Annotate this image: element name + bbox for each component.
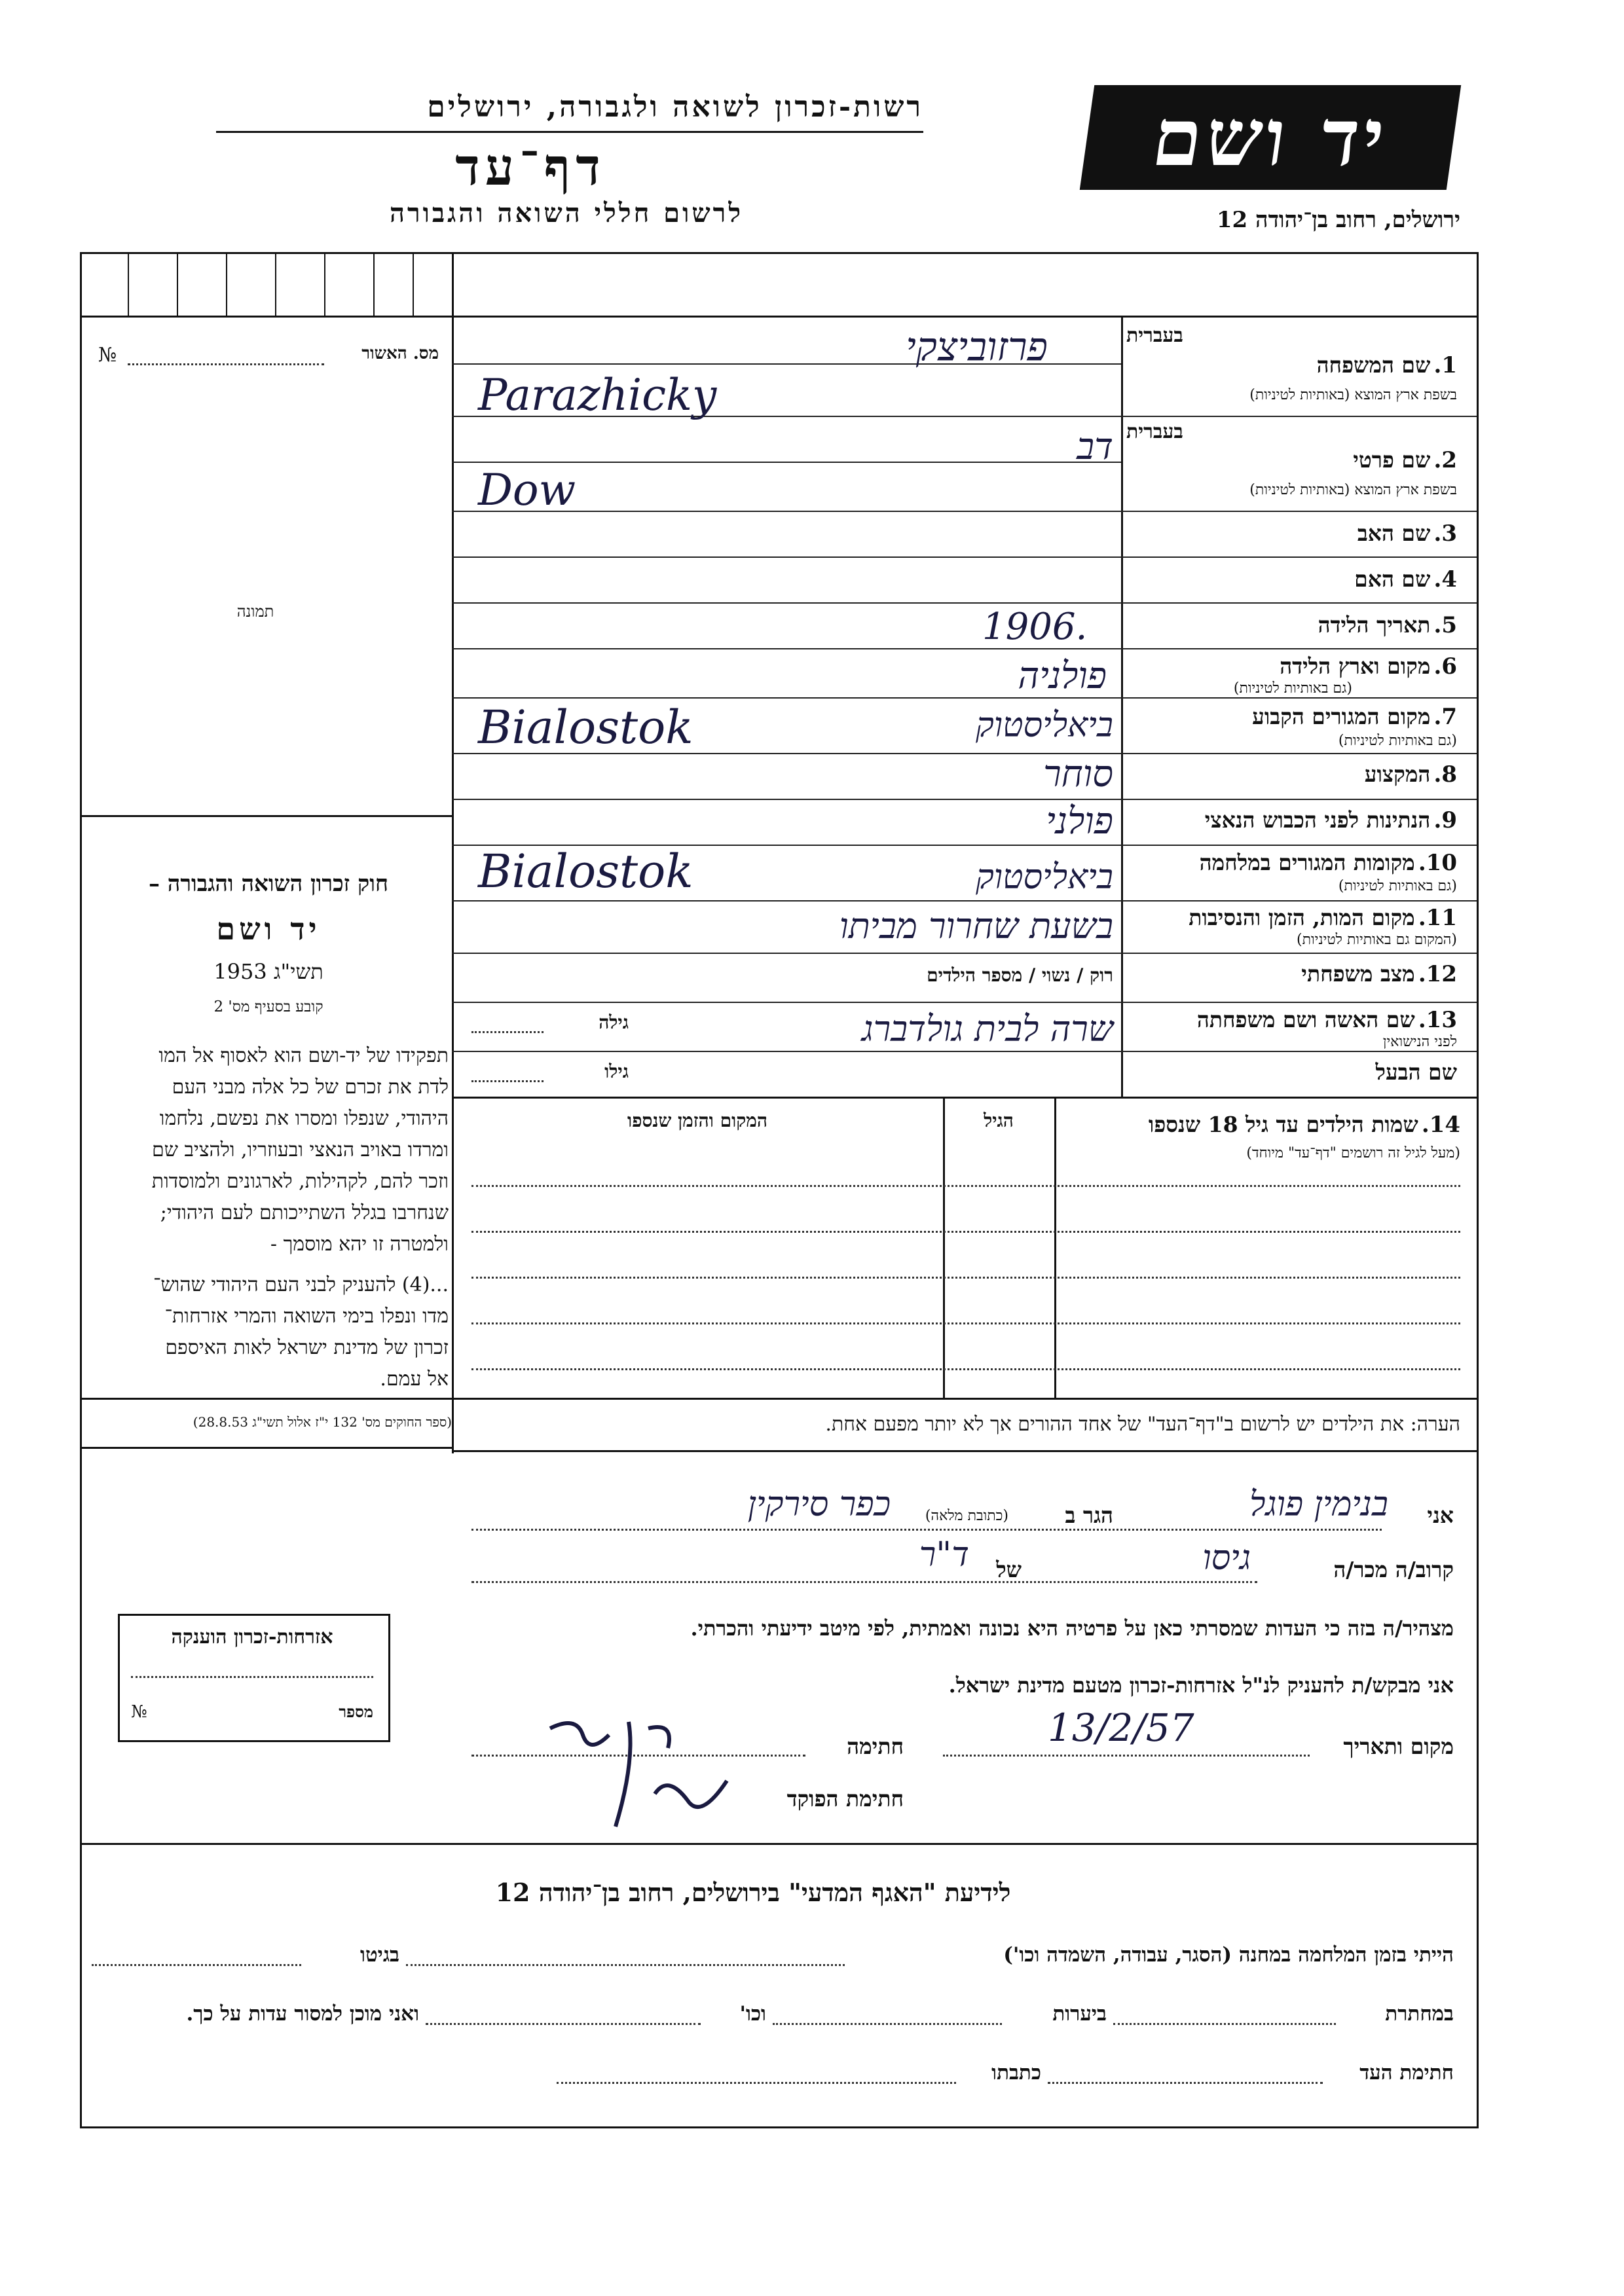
law-ref: (ספר החוקים מס' 132 י"ז אלול תשי"ג 28.8.53) [193, 1414, 452, 1430]
field-12-status-label: רוק / נשוי / מספר הילדים [927, 964, 1113, 986]
field-12-label [1130, 961, 1457, 987]
law-text-10: זכרון של מדינת ישראל לאות האיספם [165, 1336, 449, 1359]
field-13-value[interactable]: שרה לבית גולדברג [861, 1008, 1113, 1049]
field-10-value-lat[interactable]: Bialostok [478, 845, 693, 898]
field-13-age-label: גילה [599, 1011, 629, 1033]
children-divider-2 [943, 1097, 945, 1398]
footer-line3-dots-a [1048, 2082, 1323, 2084]
field-8-num: 8. [1433, 761, 1457, 788]
field-1-value-heb[interactable]: פרזוביצקי [906, 324, 1048, 370]
children-num: 14. [1421, 1112, 1460, 1138]
law-text-11: אל עמם. [380, 1368, 449, 1391]
citizenship-number-label: מספר [339, 1702, 373, 1721]
husband-age-label: גילו [604, 1061, 629, 1082]
logo-text: יד ושם [1147, 91, 1394, 184]
law-ref-bottom [80, 1447, 453, 1449]
law-ref-top [80, 1398, 453, 1400]
field-11-label [1130, 905, 1457, 931]
law-text-2: לדת את זכרם של כל אלה מבני העם [172, 1076, 449, 1099]
field-3-num: 3. [1433, 520, 1457, 547]
row-rule [452, 953, 1477, 954]
field-10-label [1130, 850, 1457, 876]
field-8-label [1130, 761, 1457, 788]
row-rule [452, 900, 1477, 902]
field-9-label [1130, 807, 1457, 833]
field-6-num: 6. [1433, 653, 1457, 680]
footer-line3-a: חתימת העד [1359, 2061, 1454, 2085]
footer-line1-dots-b [92, 1964, 301, 1966]
decl-address-value[interactable]: כפר סירקין [747, 1485, 891, 1524]
field-11-name: מקום המות, הזמן והנסיבות [1189, 905, 1415, 930]
footer-line1-b: בגיטו [360, 1943, 399, 1967]
field-8-name: המקצוע [1364, 761, 1431, 787]
law-text-4: ומרדו באויב הנאצי ובעוזריו, ולהציב שם [152, 1139, 449, 1161]
law-text-9: מדו ונפלו בימי השואה והמרי אזרחות־ [164, 1305, 449, 1328]
decl-statement-2: אני מבקש/ת להעניק לנ"ל אזרחות-זכרון מטעם מדינת ישראל. [948, 1673, 1454, 1698]
cell-5 [324, 252, 325, 316]
field-7-label [1130, 704, 1457, 730]
row-rule [452, 1002, 1477, 1003]
children-divider-1 [1054, 1097, 1056, 1398]
citizenship-line-1 [131, 1676, 373, 1678]
field-1-label [1130, 352, 1457, 378]
footer-line2-b: ביערות [1052, 2002, 1107, 2026]
decl-officer-label: חתימת הפוקד [786, 1786, 904, 1812]
footer-line3-dots-b [557, 2082, 956, 2084]
decl-signature-label: חתימה [847, 1734, 904, 1759]
children-label [1061, 1112, 1460, 1138]
cell-6 [373, 252, 375, 316]
field-10-name: מקומות המגורים במלחמה [1199, 850, 1415, 875]
cell-1 [128, 252, 129, 316]
field-5-value[interactable]: 1906. [982, 606, 1088, 648]
field-12-num: 12. [1418, 961, 1457, 987]
decl-place-date-label: מקום ותאריך [1343, 1734, 1454, 1759]
note-bottom [452, 1450, 1477, 1452]
child-row-3[interactable] [471, 1277, 1460, 1279]
field-9-name: הנתינות לפני הכבוש הנאצי [1204, 807, 1431, 833]
footer-line1-dots [406, 1964, 845, 1966]
lower-divider [452, 1097, 454, 1453]
field-7-value-heb[interactable]: ביאליסטוק [976, 706, 1113, 745]
photo-label: תמונה [236, 602, 274, 621]
field-8-value[interactable]: סוחר [1043, 753, 1113, 795]
field-6-value[interactable]: פולניה [1018, 655, 1107, 697]
footer-line2-a: במחתרת [1385, 2002, 1454, 2026]
strip-divider [452, 252, 454, 1097]
field-11-sub: (המקום גם באותיות לטיניות) [1297, 932, 1457, 948]
field-5-label [1130, 612, 1457, 638]
field-11-num: 11. [1418, 905, 1457, 931]
children-title: שמות הילדים עד גיל 18 שנספו [1148, 1112, 1418, 1137]
child-row-2[interactable] [471, 1231, 1460, 1233]
footer-line2-d: ואני מוכן למסור עדות על כך. [186, 2002, 419, 2026]
field-9-value[interactable]: פולני [1046, 800, 1113, 843]
field-1-sub: בשפת ארץ המוצא (באותיות לטיניות) [1249, 387, 1457, 403]
field-7-num: 7. [1433, 704, 1457, 730]
law-name: יד ושם [216, 911, 321, 947]
footer-line2-c: וכו' [739, 2002, 766, 2026]
row-rule [452, 602, 1477, 604]
law-text-6: שנחרבו בגלל השתייכותם לעם היהודי; [160, 1201, 449, 1224]
yad-vashem-logo [1080, 85, 1461, 190]
decl-of-value[interactable]: ד"ר [919, 1535, 969, 1575]
footer-separator [80, 1843, 1477, 1845]
law-clause: קובע בסעיף מס' 2 [213, 998, 323, 1015]
field-2-value-heb[interactable]: דב [1077, 426, 1113, 468]
children-col-age: הגיל [984, 1110, 1014, 1131]
field-2-num: 2. [1433, 447, 1457, 473]
field-13-age-dots [471, 1031, 544, 1033]
field-2-sub: בשפת ארץ המוצא (באותיות לטיניות) [1249, 482, 1457, 498]
note: הערה: את הילדים יש לרשום ב"דף־העד" של אחד ההורים אך לא יותר מפעם אחת. [825, 1413, 1460, 1436]
approval-dots [128, 363, 324, 365]
law-text-5: וזכר להם, לקהילות, לארגונים ולמוסדות [151, 1170, 449, 1193]
law-text-1: תפקידו של יד-ושם הוא לאסוף אל המו [158, 1044, 449, 1067]
field-7-name: מקום המגורים הקבוע [1252, 704, 1431, 729]
row-rule [452, 1051, 1477, 1052]
field-7-sub: (גם באותיות לטיניות) [1338, 733, 1457, 749]
field-6-name: מקום וארץ הלידה [1280, 653, 1431, 679]
field-2-name: שם פרטי [1353, 447, 1431, 473]
child-row-5[interactable] [471, 1368, 1460, 1370]
decl-relative-label: קרוב/ה מכר/ה [1333, 1557, 1454, 1582]
row-rule [452, 648, 1477, 649]
field-6-sub: (גם באותיות לטיניות) [1233, 680, 1352, 697]
decl-resides-label: הגר ב [1065, 1503, 1113, 1528]
form-title: דף־עד [455, 137, 606, 197]
law-text-3: היהודי, שנפלו ומסרו את נפשם, נלחמו [159, 1107, 449, 1130]
field-5-num: 5. [1433, 612, 1457, 638]
row-rule [452, 697, 1477, 699]
header-address: ירושלים, רחוב בן־יהודה 12 [1216, 207, 1460, 233]
law-text-8: ...(4) להעניק לבני העם היהודי שהוש־ [153, 1273, 449, 1296]
decl-date-line [943, 1755, 1310, 1757]
field-10-num: 10. [1418, 850, 1457, 876]
field-3-name: שם האב [1357, 520, 1431, 546]
approval-label: מס. האשור [361, 344, 439, 363]
field-2-value-lat[interactable]: Dow [478, 465, 576, 515]
row-rule [452, 556, 1477, 558]
footer-line2-dots-b [773, 2023, 1002, 2025]
field-1-name: שם המשפחה [1316, 352, 1431, 378]
law-text-7: ולמטרה זו יהא מוסמך - [270, 1233, 449, 1256]
field-4-num: 4. [1433, 566, 1457, 592]
field-1-num: 1. [1433, 352, 1457, 378]
field-13-num: 13. [1418, 1007, 1457, 1033]
fields-bottom [452, 1097, 1477, 1099]
field-13-sub: לפני הנישואין [1382, 1034, 1457, 1050]
field-4-name: שם האם [1354, 566, 1431, 592]
field-4-label [1130, 566, 1457, 592]
children-sub: (מעל לגיל זה רושמים "דף־עד" מיוחד) [1246, 1145, 1460, 1161]
law-year: תשי"ג 1953 [213, 959, 323, 984]
cell-7 [413, 252, 414, 316]
approval-number-mark: № [98, 344, 117, 367]
signature-scribble [537, 1702, 747, 1833]
field-10-sub: (גם באותיות לטיניות) [1338, 878, 1457, 894]
field-7-value-lat[interactable]: Bialostok [478, 701, 693, 754]
decl-i-label: אני [1427, 1503, 1454, 1528]
decl-line-1 [471, 1529, 1382, 1531]
authority-underline [216, 131, 923, 133]
law-title: חוק זכרון השואה והגבורה – [148, 871, 389, 897]
husband-age-dots [471, 1080, 544, 1082]
field-13-name: שם האשה ושם משפחתה [1196, 1007, 1415, 1032]
field-5-name: תאריך הלידה [1318, 612, 1431, 638]
citizenship-title: אזרחות-זכרון הוענקה [171, 1626, 333, 1649]
footer-title: לידיעת "האגף המדעי" בירושלים, רחוב בן־יהודה 12 [495, 1878, 1011, 1907]
field-12-name: מצב משפחתי [1301, 961, 1415, 987]
decl-date-value[interactable]: 13/2/57 [1048, 1705, 1194, 1750]
cell-4 [275, 252, 276, 316]
footer-line3-b: כתבתו [991, 2061, 1041, 2085]
form-subtitle: לרשום חללי השואה והגבורה [389, 198, 744, 228]
field-9-num: 9. [1433, 807, 1457, 833]
photo-box-bottom [80, 815, 453, 817]
field-1-value-lat[interactable]: Parazhicky [478, 370, 717, 420]
authority-title: רשות-זכרון לשואה ולגבורה, ירושלים [427, 90, 923, 124]
decl-relative-value[interactable]: גיסו [1202, 1539, 1251, 1578]
label-column-divider [1121, 316, 1123, 1097]
field-10-value-heb[interactable]: ביאליסטוק [976, 858, 1113, 897]
decl-of-label: של [996, 1557, 1022, 1582]
field-2-lang: בעברית [1126, 420, 1183, 443]
top-strip-bottom [80, 316, 1477, 318]
field-6-label [1130, 653, 1457, 680]
decl-statement-1: מצהיר/ה בזה כי העדות שמסרתי כאן על פרטיה היא נכונה ואמתית, לפי מיטב ידיעתי והכרתי. [690, 1616, 1454, 1641]
husband-label: שם הבעל [1375, 1059, 1457, 1085]
child-row-1[interactable] [471, 1185, 1460, 1187]
field-2-label [1130, 447, 1457, 473]
field-1-lang: בעברית [1126, 324, 1183, 347]
children-col-place: המקום והזמן שנספו [627, 1110, 767, 1131]
cell-2 [177, 252, 178, 316]
decl-address-hint: (כתובת מלאה) [925, 1508, 1008, 1524]
children-bottom [452, 1398, 1477, 1400]
field-11-value[interactable]: בשעת שחרור מביתו [839, 905, 1113, 947]
cell-3 [226, 252, 227, 316]
footer-line2-dots-c [426, 2023, 701, 2025]
field-13-label [1130, 1007, 1457, 1033]
footer-line2-dots-a [1113, 2023, 1336, 2025]
footer-line1-a: הייתי בזמן המלחמה במחנה (הסגר, עבודה, השמדה וכו') [1003, 1943, 1454, 1967]
field-3-label [1130, 520, 1457, 547]
decl-line-2 [471, 1581, 1257, 1583]
child-row-4[interactable] [471, 1322, 1460, 1324]
decl-i-value[interactable]: בנימין פוגל [1249, 1485, 1388, 1524]
citizenship-number-mark: № [131, 1702, 147, 1722]
